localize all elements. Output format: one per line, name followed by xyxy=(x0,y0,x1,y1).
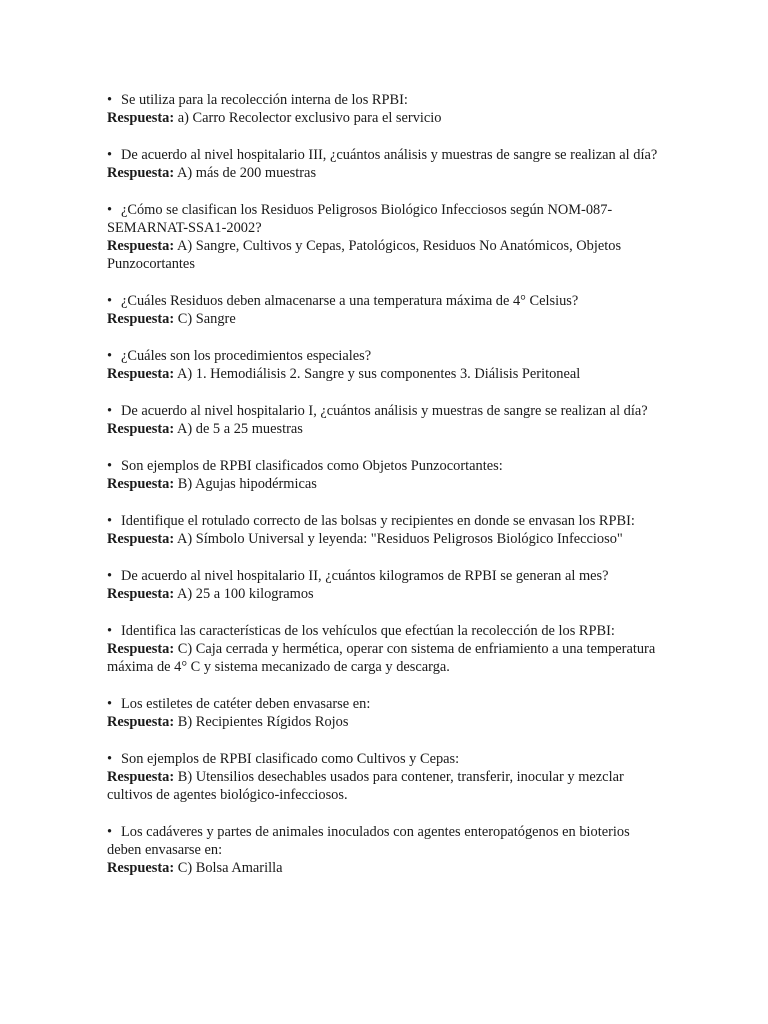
answer xyxy=(107,310,667,328)
answer-text: C) Sangre xyxy=(177,311,236,327)
answer-text: A) de 5 a 25 muestras xyxy=(176,421,303,437)
answer-label: Respuesta: xyxy=(107,165,175,181)
answer-text: B) Recipientes Rígidos Rojos xyxy=(177,714,349,730)
question xyxy=(107,146,667,164)
question-text: Identifique el rotulado correcto de las bolsas y recipientes en donde se envasan los RPBI: xyxy=(121,513,635,529)
answer-text: A) Sangre, Cultivos y Cepas, Patológicos, Residuos No Anatómicos, Objetos Punzocortantes xyxy=(107,238,622,272)
question-text: ¿Cuáles son los procedimientos especiales? xyxy=(121,348,372,364)
question xyxy=(107,347,667,365)
question xyxy=(107,201,667,237)
document-page xyxy=(107,91,667,896)
answer-label: Respuesta: xyxy=(107,714,175,730)
answer-label: Respuesta: xyxy=(107,311,175,327)
question-text: De acuerdo al nivel hospitalario III, ¿cuántos análisis y muestras de sangre se realizan al día? xyxy=(121,147,658,163)
bullet-icon: • xyxy=(107,403,113,419)
bullet-icon: • xyxy=(107,202,113,218)
bullet-icon: • xyxy=(107,751,113,767)
answer xyxy=(107,768,667,804)
question-text: ¿Cuáles Residuos deben almacenarse a una temperatura máxima de 4° Celsius? xyxy=(121,293,579,309)
qa-item xyxy=(107,823,667,877)
bullet-icon: • xyxy=(107,568,113,584)
qa-item xyxy=(107,512,667,548)
answer xyxy=(107,713,667,731)
qa-item xyxy=(107,567,667,603)
question xyxy=(107,695,667,713)
bullet-icon: • xyxy=(107,147,113,163)
question-text: ¿Cómo se clasifican los Residuos Peligrosos Biológico Infecciosos según NOM-087-SEMARNAT-SSA1-2002? xyxy=(107,202,613,236)
question-text: Identifica las características de los vehículos que efectúan la recolección de los RPBI: xyxy=(121,623,615,639)
question xyxy=(107,750,667,768)
qa-item xyxy=(107,201,667,273)
question-text: Los estiletes de catéter deben envasarse en: xyxy=(121,696,371,712)
qa-item xyxy=(107,750,667,804)
answer xyxy=(107,237,667,273)
question-text: De acuerdo al nivel hospitalario I, ¿cuántos análisis y muestras de sangre se realizan al día? xyxy=(121,403,648,419)
answer-text: A) más de 200 muestras xyxy=(176,165,317,181)
answer-label: Respuesta: xyxy=(107,421,175,437)
answer-text: a) Carro Recolector exclusivo para el servicio xyxy=(177,110,442,126)
question xyxy=(107,292,667,310)
answer xyxy=(107,164,667,182)
question xyxy=(107,457,667,475)
qa-item xyxy=(107,457,667,493)
question xyxy=(107,567,667,585)
qa-item xyxy=(107,622,667,676)
bullet-icon: • xyxy=(107,696,113,712)
qa-item xyxy=(107,347,667,383)
answer-text: C) Caja cerrada y hermética, operar con sistema de enfriamiento a una temperatura máxima de 4° C y sistema mecanizado de carga y descarga. xyxy=(107,641,656,675)
answer-text: A) 1. Hemodiálisis 2. Sangre y sus componentes 3. Diálisis Peritoneal xyxy=(176,366,581,382)
qa-item xyxy=(107,292,667,328)
question xyxy=(107,823,667,859)
question xyxy=(107,402,667,420)
question-text: Se utiliza para la recolección interna de los RPBI: xyxy=(121,92,408,108)
bullet-icon: • xyxy=(107,623,113,639)
answer xyxy=(107,109,667,127)
answer xyxy=(107,475,667,493)
answer-text: A) 25 a 100 kilogramos xyxy=(176,586,314,602)
answer-text: B) Utensilios desechables usados para contener, transferir, inocular y mezclar cultivos de agentes biológico-infecciosos. xyxy=(107,769,624,803)
qa-item xyxy=(107,695,667,731)
answer-label: Respuesta: xyxy=(107,238,175,254)
question xyxy=(107,91,667,109)
qa-item xyxy=(107,146,667,182)
answer xyxy=(107,585,667,603)
answer xyxy=(107,640,667,676)
question-text: Los cadáveres y partes de animales inoculados con agentes enteropatógenos en bioterios deben envasarse en: xyxy=(107,824,630,858)
answer-label: Respuesta: xyxy=(107,586,175,602)
answer-label: Respuesta: xyxy=(107,531,175,547)
answer-label: Respuesta: xyxy=(107,769,175,785)
answer xyxy=(107,365,667,383)
answer-label: Respuesta: xyxy=(107,860,175,876)
answer-text: B) Agujas hipodérmicas xyxy=(177,476,317,492)
question-text: De acuerdo al nivel hospitalario II, ¿cuántos kilogramos de RPBI se generan al mes? xyxy=(121,568,609,584)
question xyxy=(107,622,667,640)
answer xyxy=(107,530,667,548)
answer-text: A) Símbolo Universal y leyenda: "Residuos Peligrosos Biológico Infeccioso" xyxy=(176,531,623,547)
bullet-icon: • xyxy=(107,824,113,840)
answer xyxy=(107,420,667,438)
answer-text: C) Bolsa Amarilla xyxy=(177,860,283,876)
bullet-icon: • xyxy=(107,92,113,108)
answer xyxy=(107,859,667,877)
answer-label: Respuesta: xyxy=(107,476,175,492)
bullet-icon: • xyxy=(107,513,113,529)
answer-label: Respuesta: xyxy=(107,366,175,382)
bullet-icon: • xyxy=(107,293,113,309)
question-text: Son ejemplos de RPBI clasificado como Cultivos y Cepas: xyxy=(121,751,460,767)
bullet-icon: • xyxy=(107,348,113,364)
question xyxy=(107,512,667,530)
qa-item xyxy=(107,91,667,127)
answer-label: Respuesta: xyxy=(107,641,175,657)
bullet-icon: • xyxy=(107,458,113,474)
question-text: Son ejemplos de RPBI clasificados como Objetos Punzocortantes: xyxy=(121,458,503,474)
qa-item xyxy=(107,402,667,438)
answer-label: Respuesta: xyxy=(107,110,175,126)
